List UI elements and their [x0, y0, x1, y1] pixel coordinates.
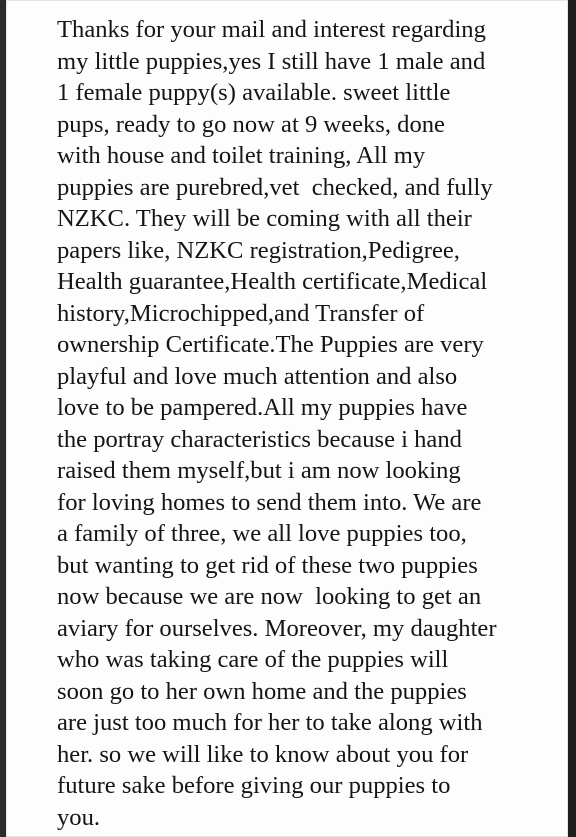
message-line: but wanting to get rid of these two puppies [57, 551, 478, 579]
message-body [57, 14, 549, 833]
message-line: for loving homes to send them into. We are [57, 488, 482, 516]
message-line: aviary for ourselves. Moreover, my daughter [57, 614, 497, 642]
window-edge [568, 0, 576, 837]
message-line: future sake before giving our puppies to [57, 772, 451, 799]
message-line: you. [57, 803, 101, 831]
message-line: 1 female puppy(s) available. sweet little [57, 79, 451, 106]
message-line: who was taking care of the puppies will [57, 646, 449, 673]
message-line: a family of three, we all love puppies too, [57, 520, 467, 547]
message-line: puppies are purebred,vet checked, and fully [57, 173, 493, 201]
message-line: are just too much for her to take along with [57, 709, 483, 736]
message-page [6, 0, 568, 837]
message-line: NZKC. They will be coming with all their [57, 205, 472, 232]
message-line: history,Microchipped,and Transfer of [57, 299, 425, 327]
message-line: Thanks for your mail and interest regarding [57, 16, 486, 43]
message-line: my little puppies,yes I still have 1 male and [57, 47, 486, 75]
message-line: love to be pampered.All my puppies have [57, 394, 468, 421]
message-line: pups, ready to go now at 9 weeks, done [57, 110, 445, 138]
message-line: soon go to her own home and the puppies [57, 677, 467, 705]
message-line: now because we are now looking to get an [57, 583, 482, 610]
message-line: the portray characteristics because i hand [57, 425, 462, 453]
message-line: papers like, NZKC registration,Pedigree, [57, 236, 460, 264]
message-line: ownership Certificate.The Puppies are very [57, 331, 484, 358]
message-line: playful and love much attention and also [57, 362, 458, 390]
message-line: her. so we will like to know about you for [57, 740, 469, 768]
message-line: Health guarantee,Health certificate,Medical [57, 268, 488, 295]
message-line: raised them myself,but i am now looking [57, 457, 461, 484]
message-line: with house and toilet training, All my [57, 142, 426, 169]
